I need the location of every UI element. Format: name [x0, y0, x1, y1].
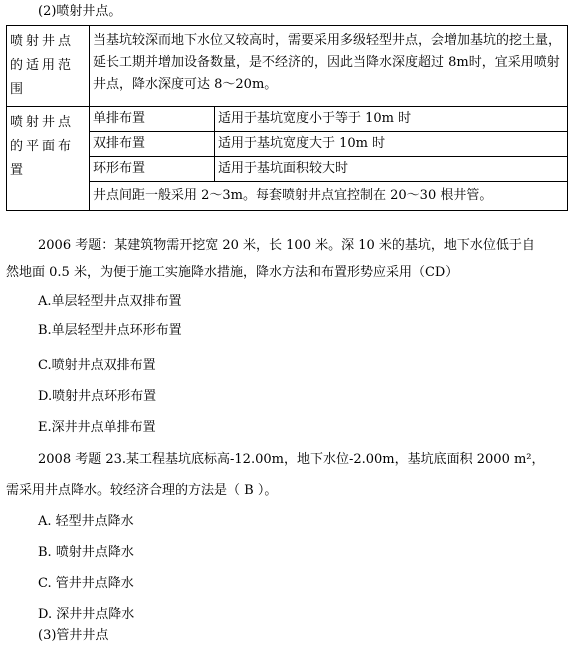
jet-wellpoint-table [6, 25, 568, 211]
section-3-title: (3)管井井点 [38, 628, 109, 643]
spacing-note: 井点间距一般采用 2～3m。每套喷射井点宜控制在 20～30 根井管。 [90, 182, 568, 211]
q2006-option-b: B.单层轻型井点环形布置 [38, 323, 182, 338]
section-2-title: (2)喷射井点。 [38, 4, 122, 19]
layout-name: 环形布置 [90, 157, 215, 182]
q2006-option-d: D.喷射井点环形布置 [38, 389, 157, 404]
table-row-spacing [7, 182, 568, 211]
table-row-layout-double [7, 132, 568, 157]
q2006-stem-line1: 2006 考题：某建筑物需开挖宽 20 米，长 100 米。深 10 米的基坑，地下水位低于自 [38, 238, 535, 253]
layout-name: 双排布置 [90, 132, 215, 157]
q2006-stem-line2: 然地面 0.5 米，为便于施工实施降水措施，降水方法和布置形势应采用（CD） [6, 265, 459, 280]
layout-desc: 适用于基坑宽度小于等于 10m 时 [215, 107, 568, 132]
scope-header: 喷射井点的适用范围 [7, 26, 90, 107]
q2008-stem-line2: 需采用井点降水。较经济合理的方法是（ B ）。 [6, 483, 278, 498]
table-row-scope [7, 26, 568, 107]
layout-desc: 适用于基坑面积较大时 [215, 157, 568, 182]
q2006-option-c: C.喷射井点双排布置 [38, 358, 156, 373]
q2008-option-c: C. 管井井点降水 [38, 576, 134, 591]
layout-desc: 适用于基坑宽度大于 10m 时 [215, 132, 568, 157]
table-row-layout-ring [7, 157, 568, 182]
q2006-option-a: A.单层轻型井点双排布置 [38, 294, 182, 309]
layout-header: 喷射井点的平面布置 [7, 107, 90, 211]
table-row-layout-single [7, 107, 568, 132]
scope-content: 当基坑较深而地下水位又较高时，需要采用多级轻型井点，会增加基坑的挖土量，延长工期并增加设备数量，是不经济的，因此当降水深度超过 8m时，宜采用喷射井点，降水深度可达 8～20m。 [90, 26, 568, 107]
layout-name: 单排布置 [90, 107, 215, 132]
q2006-option-e: E.深井井点单排布置 [38, 420, 156, 435]
q2008-option-a: A. 轻型井点降水 [38, 514, 134, 529]
q2008-option-d: D. 深井井点降水 [38, 607, 135, 622]
q2008-option-b: B. 喷射井点降水 [38, 545, 134, 560]
q2008-stem-line1: 2008 考题 23.某工程基坑底标高-12.00m，地下水位-2.00m，基坑底面积 2000 m²， [38, 452, 545, 467]
